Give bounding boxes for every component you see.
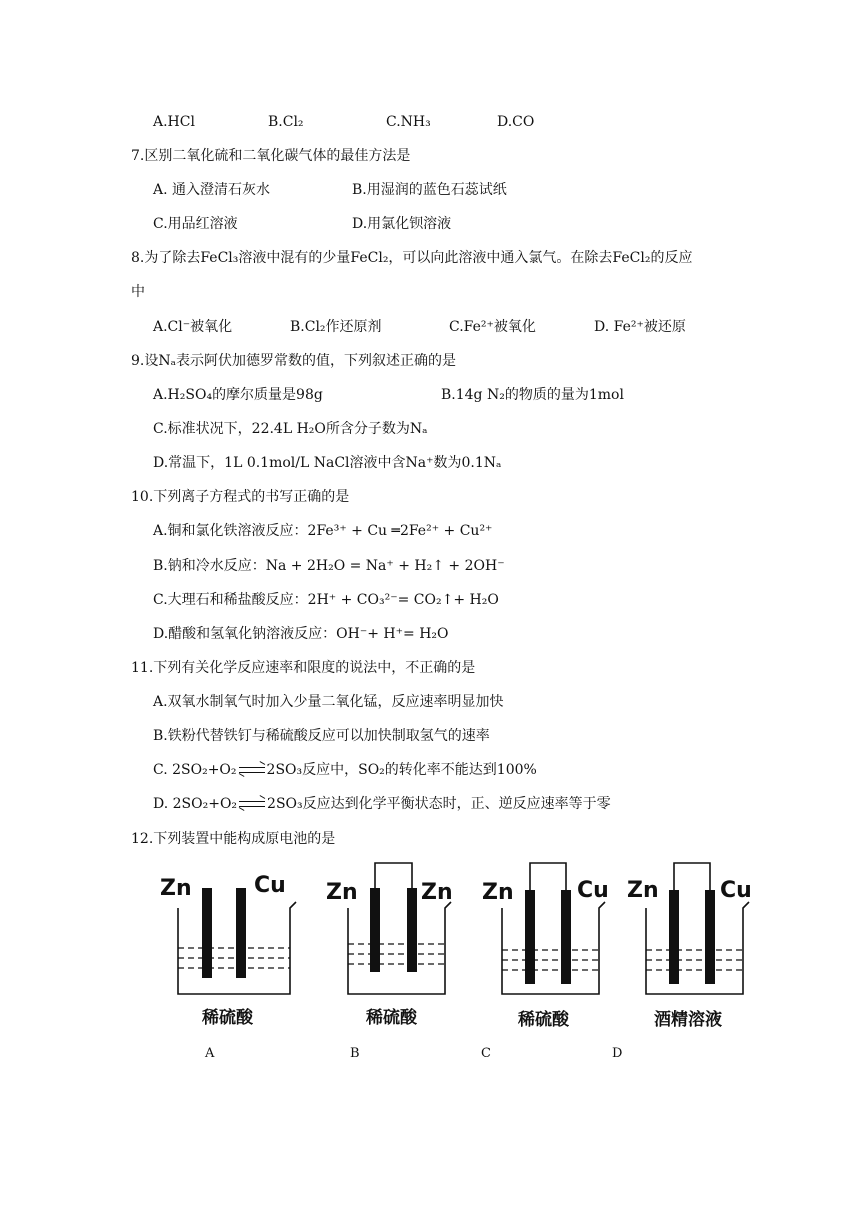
q10-stem: 10.下列离子方程式的书写正确的是 <box>131 489 350 505</box>
q11-option-a: A.双氧水制氧气时加入少量二氧化锰，反应速率明显加快 <box>153 694 504 710</box>
q8-option-c: C.Fe²⁺被氧化 <box>449 319 536 335</box>
q11-option-d <box>153 794 611 814</box>
beaker-with-wire-icon <box>494 860 614 1000</box>
q9-option-c: C.标准状况下，22.4L H₂O所含分子数为Nₐ <box>153 421 428 437</box>
cell-c-solution-label: 稀硫酸 <box>518 1010 569 1030</box>
cell-d-solution-label: 酒精溶液 <box>654 1010 722 1030</box>
q9-option-a: A.H₂SO₄的摩尔质量是98g <box>153 387 323 403</box>
beaker-with-wire-icon <box>340 860 460 1000</box>
q11-option-b: B.铁粉代替铁钉与稀硫酸反应可以加快制取氢气的速率 <box>153 728 490 744</box>
cell-b-left-electrode-label: Zn <box>326 880 358 905</box>
cell-a-caption: A <box>205 1046 215 1061</box>
q9-option-b: B.14g N₂的物质的量为1mol <box>441 387 624 403</box>
q10-option-d: D.醋酸和氢氧化钠溶液反应：OH⁻+ H⁺= H₂O <box>153 626 449 642</box>
beaker-with-wire-icon <box>638 860 762 1000</box>
q8-option-d: D. Fe²⁺被还原 <box>594 319 686 335</box>
q8-stem-line2: 中 <box>131 284 145 300</box>
cell-c-right-electrode-label: Cu <box>577 878 609 903</box>
q7-option-c: C.用品红溶液 <box>153 216 238 232</box>
equilibrium-arrow-icon <box>239 765 265 775</box>
q10-option-b: B.钠和冷水反应：Na + 2H₂O = Na⁺ + H₂↑ + 2OH⁻ <box>153 558 505 574</box>
cell-b-caption: B <box>350 1046 360 1061</box>
q11-option-d-rest: 2SO₃反应达到化学平衡状态时，正、逆反应速率等于零 <box>267 796 611 812</box>
q9-option-d: D.常温下，1L 0.1mol/L NaCl溶液中含Na⁺数为0.1Nₐ <box>153 455 502 471</box>
q8-option-b: B.Cl₂作还原剂 <box>290 319 382 335</box>
q8-stem-line1: 8.为了除去FeCl₃溶液中混有的少量FeCl₂，可以向此溶液中通入氯气。在除去FeCl₂的反应 <box>131 250 693 266</box>
cell-a-right-electrode-label: Cu <box>254 873 286 898</box>
q7-option-b: B.用湿润的蓝色石蕊试纸 <box>352 182 507 198</box>
q11-option-c-rest: 2SO₃反应中，SO₂的转化率不能达到100% <box>266 762 537 778</box>
cell-c-left-electrode-label: Zn <box>482 880 514 905</box>
cell-c-caption: C <box>481 1046 491 1061</box>
q7-stem: 7.区别二氧化硫和二氧化碳气体的最佳方法是 <box>131 148 411 164</box>
q6-option-c: C.NH₃ <box>386 114 431 130</box>
q10-option-a: A.铜和氯化铁溶液反应：2Fe³⁺ + Cu ═2Fe²⁺ + Cu²⁺ <box>153 523 493 539</box>
cell-d-caption: D <box>612 1046 623 1061</box>
cell-b-solution-label: 稀硫酸 <box>366 1008 417 1028</box>
q12-stem: 12.下列装置中能构成原电池的是 <box>131 831 336 847</box>
equilibrium-arrow-icon <box>239 799 265 809</box>
cell-b-right-electrode-label: Zn <box>421 880 453 905</box>
q9-stem: 9.设Nₐ表示阿伏加德罗常数的值，下列叙述正确的是 <box>131 353 457 369</box>
q11-option-d-reactants: D. 2SO₂+O₂ <box>153 796 238 812</box>
q10-option-c: C.大理石和稀盐酸反应：2H⁺ + CO₃²⁻= CO₂↑+ H₂O <box>153 592 499 608</box>
q7-option-d: D.用氯化钡溶液 <box>352 216 452 232</box>
q8-option-a: A.Cl⁻被氧化 <box>153 319 233 335</box>
cell-a-solution-label: 稀硫酸 <box>202 1008 253 1028</box>
cell-d-right-electrode-label: Cu <box>720 878 752 903</box>
q6-option-d: D.CO <box>497 114 535 130</box>
q11-option-c-reactants: C. 2SO₂+O₂ <box>153 762 237 778</box>
q6-option-b: B.Cl₂ <box>268 114 304 130</box>
cell-d-left-electrode-label: Zn <box>627 878 659 903</box>
q11-option-c <box>153 760 537 780</box>
q6-option-a: A.HCl <box>153 114 195 130</box>
q11-stem: 11.下列有关化学反应速率和限度的说法中，不正确的是 <box>131 660 476 676</box>
beaker-icon <box>170 880 300 1000</box>
q7-option-a: A. 通入澄清石灰水 <box>153 182 271 198</box>
cell-a-left-electrode-label: Zn <box>160 876 192 901</box>
